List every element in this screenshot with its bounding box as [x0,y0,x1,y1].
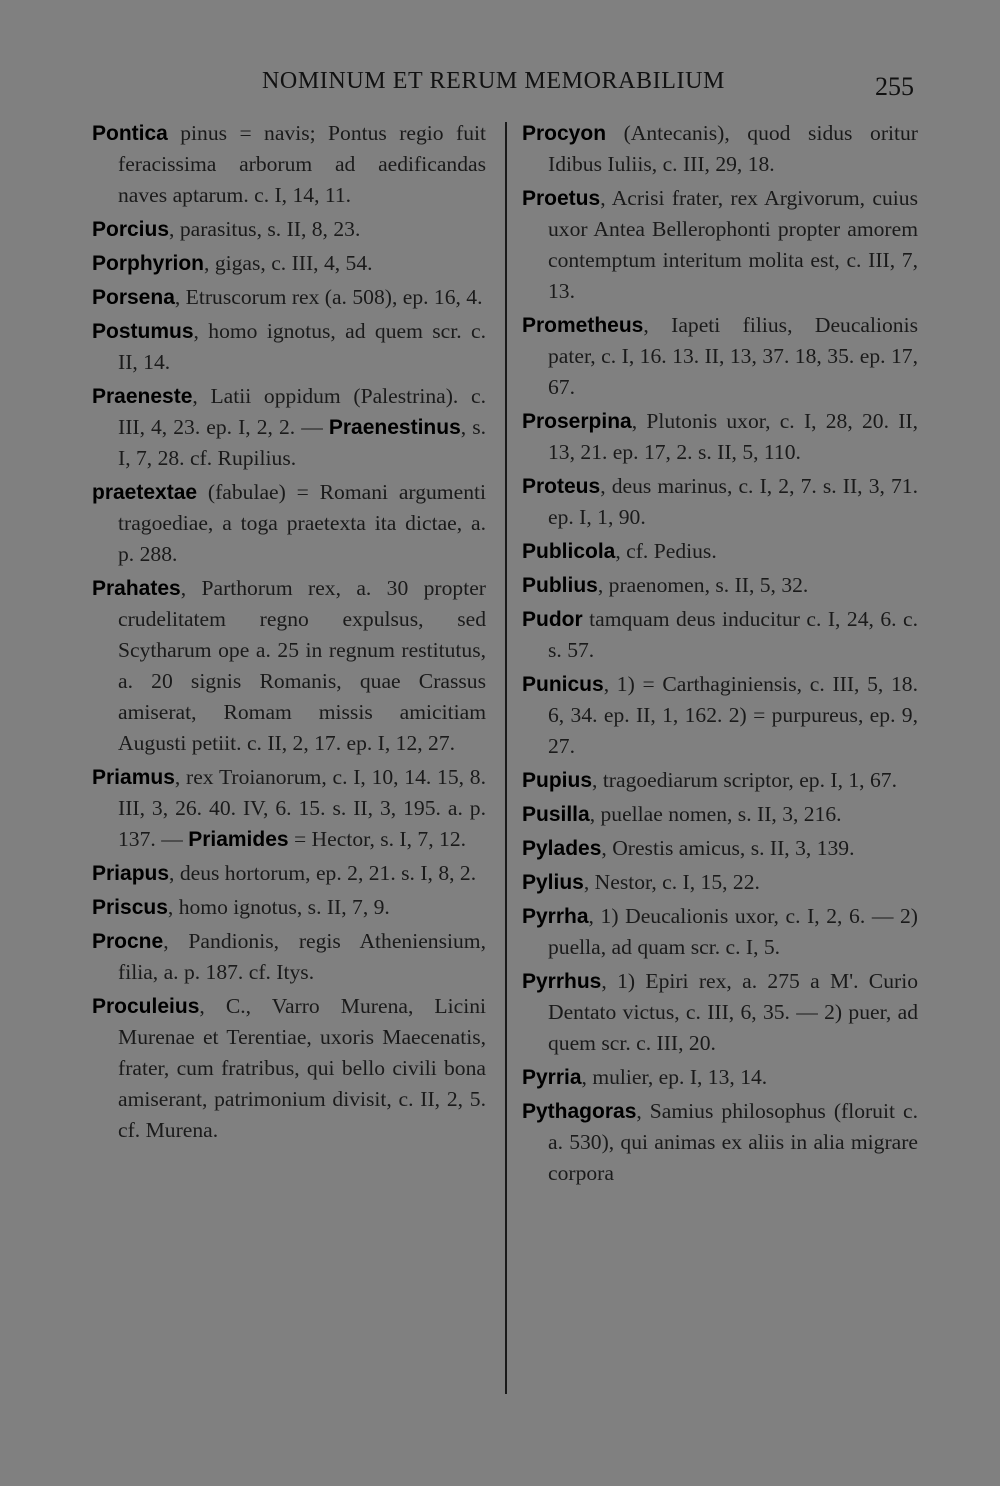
entry-headword: Praenestinus [328,416,461,439]
entry-text: , mulier, ep. I, 13, 14. [581,1065,768,1089]
entry-text: , Nestor, c. I, 15, 22. [583,870,760,894]
index-entry [522,1062,918,1093]
entry-headword: Proetus [522,187,601,210]
index-entry [522,536,918,567]
entry-text: tamquam deus inducitur c. I, 24, 6. c. s. 57. [548,607,918,662]
index-entry [522,604,918,666]
entry-text: , Orestis amicus, s. II, 3, 139. [601,836,855,860]
entry-text: , C., Varro Murena, Licini Murenae et Terentiae, uxoris Maecenatis, frater, cum fratribus, qui bello civili bona amiserant, patrimonium divisit, c. II, 2, 5. cf. Murena. [118,994,486,1142]
entry-headword: Priamides [188,828,289,851]
entry-text: , 1) = Carthaginiensis, c. III, 5, 18. 6, 34. ep. II, 1, 162. 2) = purpureus, ep. 9, 27. [548,672,918,758]
index-entry [92,214,486,245]
entry-headword: Prometheus [522,314,644,337]
entry-text: , s. I, 7, 28. cf. Rupilius. [118,415,486,470]
index-entry [522,1096,918,1189]
index-entry [522,406,918,468]
entry-headword: Procne [92,930,164,953]
index-entry [92,573,486,759]
column-divider [505,122,507,1394]
running-header [0,68,1000,104]
entry-text: , 1) Deucalionis uxor, c. I, 2, 6. — 2) puella, ad quam scr. c. I, 5. [548,904,918,959]
entry-text: , praenomen, s. II, 5, 32. [597,573,809,597]
entry-text: , cf. Pedius. [615,539,717,563]
entry-headword: praetextae [92,481,198,504]
right-column [522,118,918,1192]
index-entry [92,118,486,211]
entry-text: , Latii oppidum (Palestrina). c. III, 4, 23. ep. I, 2, 2. — [118,384,486,439]
entry-headword: Pylades [522,837,602,860]
index-entry [522,799,918,830]
entry-headword: Pylius [522,871,584,894]
entry-text: , parasitus, s. II, 8, 23. [169,217,361,241]
entry-headword: Porcius [92,218,170,241]
entry-headword: Pyrrha [522,905,589,928]
entry-text: , Pandionis, regis Atheniensium, filia, a. p. 187. cf. Itys. [118,929,486,984]
entry-headword: Pontica [92,122,168,145]
index-entry [92,926,486,988]
index-entry [522,867,918,898]
index-entry [522,118,918,180]
index-entry [522,765,918,796]
index-entry [92,762,486,855]
entry-headword: Pupius [522,769,593,792]
entry-headword: Publicola [522,540,616,563]
index-entry [522,669,918,762]
entry-headword: Praeneste [92,385,193,408]
entry-headword: Pyrria [522,1066,582,1089]
entry-text: , tragoediarum scriptor, ep. I, 1, 67. [592,768,897,792]
entry-text: , puellae nomen, s. II, 3, 216. [589,802,842,826]
entry-text: pinus = navis; Pontus regio fuit feracissima arborum ad aedificandas naves aptarum. c. I, 14, 11. [118,121,486,207]
entry-text: , Samius philosophus (floruit c. a. 530), qui animas ex aliis in alia migrare corpora [548,1099,918,1185]
entry-headword: Priapus [92,862,170,885]
index-entry [522,570,918,601]
entry-text: , rex Troianorum, c. I, 10, 14. 15, 8. III, 3, 26. 40. IV, 6. 15. s. II, 3, 195. a. p. 137. — [118,765,486,851]
index-entry [522,471,918,533]
entry-headword: Pusilla [522,803,590,826]
entry-text: , homo ignotus, s. II, 7, 9. [167,895,390,919]
entry-headword: Priamus [92,766,175,789]
entry-headword: Pyrrhus [522,970,602,993]
entry-headword: Proculeius [92,995,200,1018]
index-entry [92,316,486,378]
entry-text: (fabulae) = Romani argumenti tragoediae, a toga praetexta ita dictae, a. p. 288. [118,480,486,566]
index-entry [92,477,486,570]
entry-text: , Iapeti filius, Deucalionis pater, c. I, 16. 13. II, 13, 37. 18, 35. ep. 17, 67. [548,313,918,399]
entry-headword: Proteus [522,475,601,498]
entry-text: (Antecanis), quod sidus oritur Idibus Iuliis, c. III, 29, 18. [548,121,918,176]
entry-headword: Publius [522,574,598,597]
index-entry [522,310,918,403]
entry-text: , homo ignotus, ad quem scr. c. II, 14. [118,319,486,374]
index-entry [92,858,486,889]
left-column [92,118,486,1149]
entry-text: , 1) Epiri rex, a. 275 a M'. Curio Dentato victus, c. III, 6, 35. — 2) puer, ad quem scr. c. III, 20. [548,969,918,1055]
entry-text: = Hector, s. I, 7, 12. [288,827,467,851]
index-entry [92,381,486,474]
entry-text: , Plutonis uxor, c. I, 28, 20. II, 13, 21. ep. 17, 2. s. II, 5, 110. [548,409,918,464]
entry-headword: Postumus [92,320,194,343]
index-entry [92,248,486,279]
index-entry [92,892,486,923]
entry-headword: Procyon [522,122,607,145]
entry-headword: Porphyrion [92,252,205,275]
running-title: NOMINUM ET RERUM MEMORABILIUM [262,68,725,94]
entry-text: , Etruscorum rex (a. 508), ep. 16, 4. [174,285,483,309]
index-entry [522,901,918,963]
page-number: 255 [875,72,914,101]
entry-headword: Porsena [92,286,175,309]
entry-headword: Punicus [522,673,604,696]
entry-headword: Proserpina [522,410,632,433]
entry-text: , Acrisi frater, rex Argivorum, cuius uxor Antea Bellerophonti propter amorem contemptum interitum molita est, c. III, 7, 13. [548,186,918,303]
entry-headword: Prahates [92,577,181,600]
entry-headword: Pudor [522,608,583,631]
index-entry [92,282,486,313]
entry-text: , deus marinus, c. I, 2, 7. s. II, 3, 71. ep. I, 1, 90. [548,474,918,529]
entry-text: , Parthorum rex, a. 30 propter crudelitatem regno expulsus, sed Scytharum ope a. 25 in regnum restitutus, a. 20 signis Romanis, quae Crassus amiserat, Romam missis amicitiam Augusti petiit. c. II, 2, 17. ep. I, 12, 27. [118,576,486,755]
entry-headword: Pythagoras [522,1100,637,1123]
index-entry [92,991,486,1146]
index-entry [522,833,918,864]
entry-text: , gigas, c. III, 4, 54. [204,251,373,275]
entry-headword: Priscus [92,896,168,919]
index-entry [522,183,918,307]
entry-text: , deus hortorum, ep. 2, 21. s. I, 8, 2. [169,861,477,885]
index-entry [522,966,918,1059]
